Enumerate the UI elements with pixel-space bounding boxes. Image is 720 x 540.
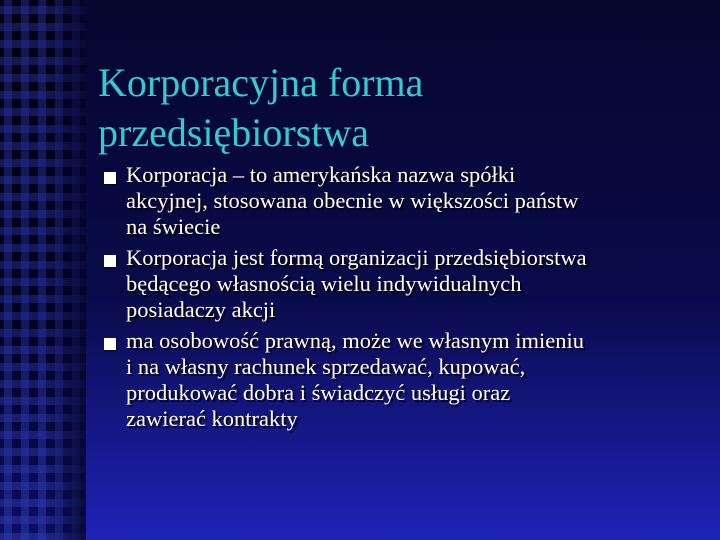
bullet-item (104, 245, 704, 323)
bullet-line: produkować dobra i świadczyć usługi oraz (126, 380, 511, 405)
bullet-line: posiadaczy akcji (126, 297, 276, 322)
bullet-line: zawierać kontrakty (126, 406, 298, 431)
bullet-text (126, 162, 704, 240)
square-bullet-icon (104, 255, 116, 267)
bullet-list (104, 162, 704, 437)
bullet-item (104, 328, 704, 432)
bullet-text (126, 328, 704, 432)
bullet-line: ma osobowość prawną, może we własnym imieniu (126, 328, 585, 353)
square-bullet-icon (104, 172, 116, 184)
bullet-line: akcyjnej, stosowana obecnie w większości państw (126, 188, 579, 213)
bullet-line: będącego własnością wielu indywidualnych (126, 271, 522, 296)
square-bullet-icon (104, 338, 116, 350)
strip-fade (46, 0, 86, 540)
decorative-side-strip (0, 0, 86, 540)
bullet-line: Korporacja – to amerykańska nazwa spółki (126, 162, 516, 187)
bullet-text (126, 245, 704, 323)
title-line-2: przedsiębiorstwa (98, 110, 370, 155)
slide-title (98, 58, 698, 158)
bullet-line: Korporacja jest formą organizacji przedsiębiorstwa (126, 245, 587, 270)
title-line-1: Korporacyjna forma (98, 60, 424, 105)
bullet-line: na świecie (126, 214, 221, 239)
bullet-item (104, 162, 704, 240)
bullet-line: i na własny rachunek sprzedawać, kupować, (126, 354, 526, 379)
